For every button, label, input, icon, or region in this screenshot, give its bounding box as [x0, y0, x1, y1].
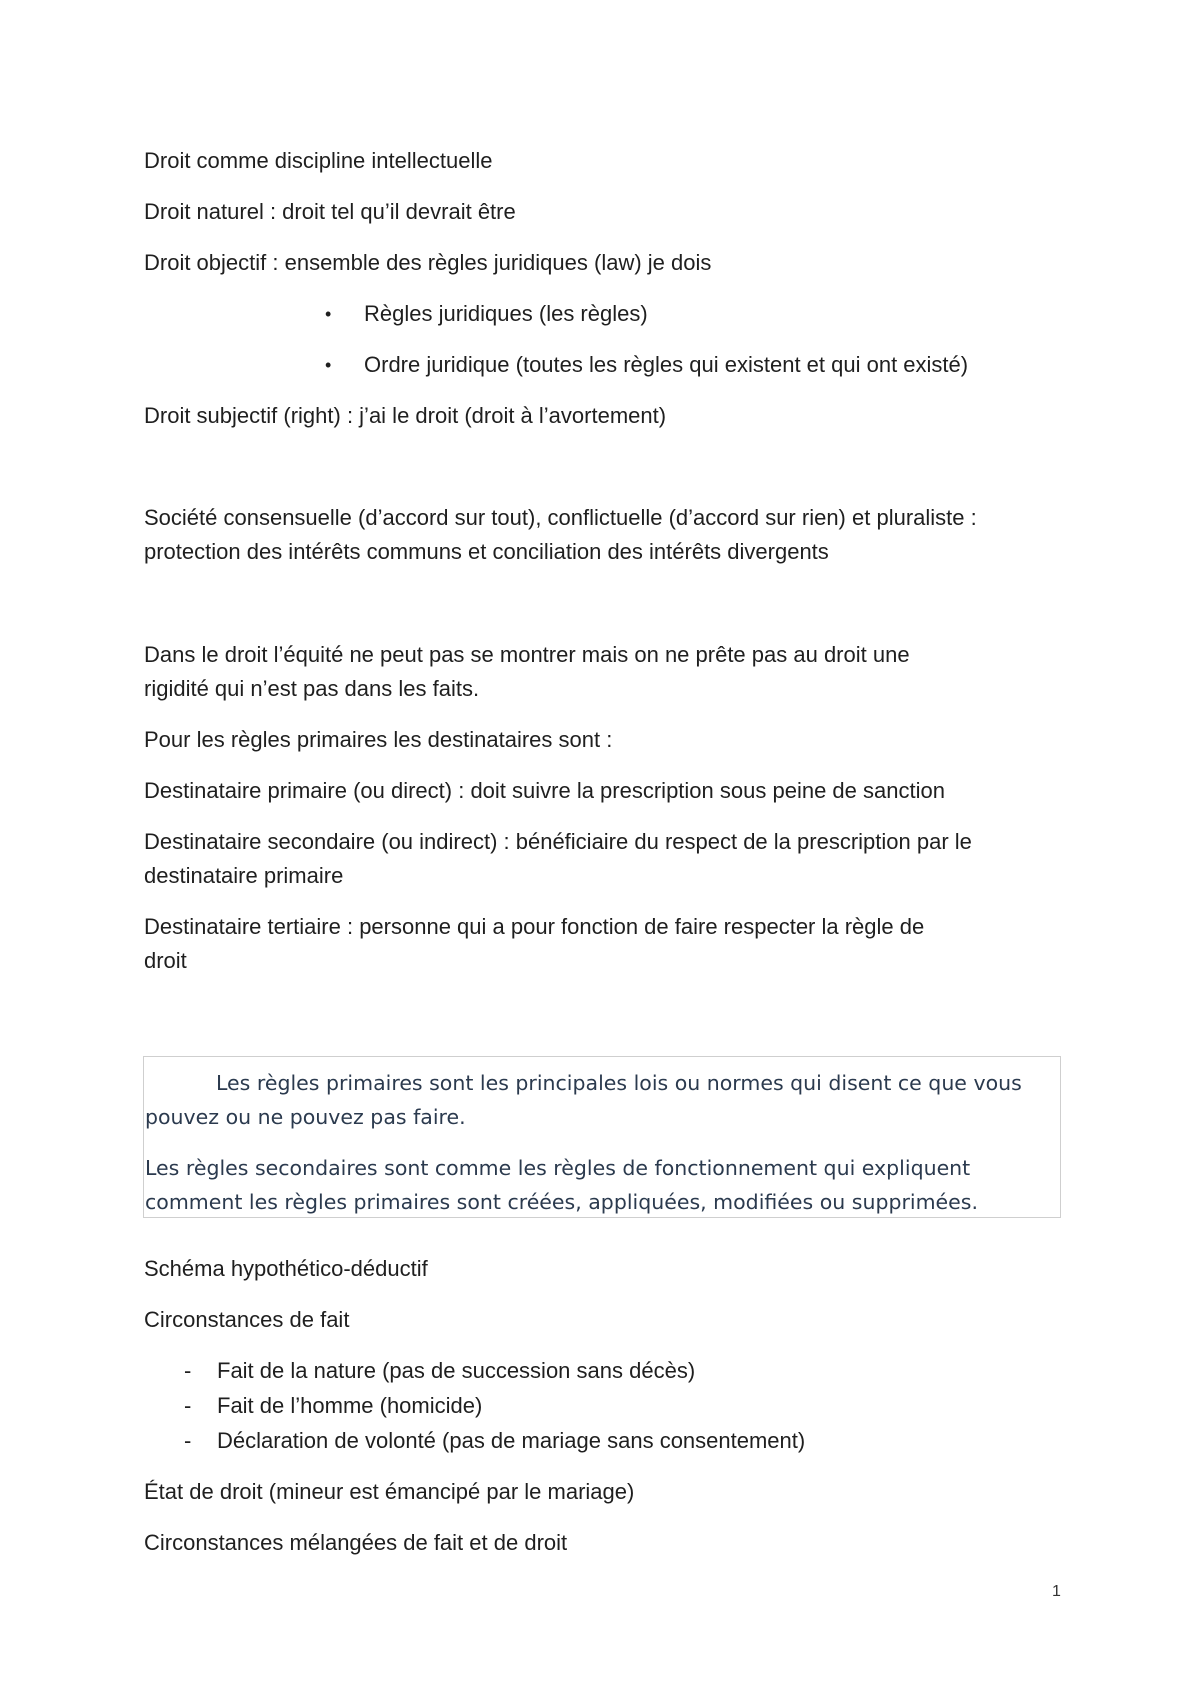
dash-item-homme: Fait de l’homme (homicide) [217, 1393, 483, 1418]
line-equite-1: Dans le droit l’équité ne peut pas se montrer mais on ne prête pas au droit une [144, 642, 910, 667]
bullet-item-ordre: Ordre juridique (toutes les règles qui existent et qui ont existé) [364, 352, 969, 377]
line-destinataire-primaire: Destinataire primaire (ou direct) : doit suivre la prescription sous peine de sanction [144, 778, 945, 803]
dash-item-nature: Fait de la nature (pas de succession sans décès) [217, 1358, 696, 1383]
line-regles-primaires: Pour les règles primaires les destinataires sont : [144, 727, 613, 752]
callout-line-4: comment les règles primaires sont créées, appliquées, modifiées ou supprimées. [145, 1190, 978, 1214]
callout-line-2: pouvez ou ne pouvez pas faire. [145, 1105, 466, 1129]
line-equite-2: rigidité qui n’est pas dans les faits. [144, 676, 480, 701]
line-destinataire-secondaire-1: Destinataire secondaire (ou indirect) : bénéficiaire du respect de la prescription par le [144, 829, 972, 854]
callout-line-3: Les règles secondaires sont comme les règles de fonctionnement qui expliquent [145, 1156, 971, 1180]
line-societe-2: protection des intérêts communs et conciliation des intérêts divergents [144, 539, 829, 564]
line-droit-objectif: Droit objectif : ensemble des règles juridiques (law) je dois [144, 250, 712, 275]
dash-icon: - [184, 1358, 192, 1383]
dash-icon: - [184, 1428, 192, 1453]
page-number: 1 [1052, 1583, 1061, 1600]
line-circonstances-fait: Circonstances de fait [144, 1307, 350, 1332]
line-droit-subjectif: Droit subjectif (right) : j’ai le droit (droit à l’avortement) [144, 403, 667, 428]
callout-line-1: Les règles primaires sont les principales lois ou normes qui disent ce que vous [216, 1071, 1022, 1095]
line-droit-naturel: Droit naturel : droit tel qu’il devrait être [144, 199, 516, 224]
callout-box [143, 1056, 1061, 1218]
dash-item-volonte: Déclaration de volonté (pas de mariage sans consentement) [217, 1428, 806, 1453]
dash-icon: - [184, 1393, 192, 1418]
line-destinataire-secondaire-2: destinataire primaire [144, 863, 344, 888]
line-schema: Schéma hypothético-déductif [144, 1256, 428, 1281]
bullet-icon: • [325, 355, 332, 375]
bullet-item-regles: Règles juridiques (les règles) [364, 301, 648, 326]
bullet-icon: • [325, 304, 332, 324]
line-destinataire-tertiaire-1: Destinataire tertiaire : personne qui a pour fonction de faire respecter la règle de [144, 914, 925, 939]
line-circonstances-melangees: Circonstances mélangées de fait et de droit [144, 1530, 568, 1555]
line-societe-1: Société consensuelle (d’accord sur tout), conflictuelle (d’accord sur rien) et pluraliste : [144, 505, 977, 530]
line-destinataire-tertiaire-2: droit [144, 948, 187, 973]
line-droit-discipline: Droit comme discipline intellectuelle [144, 148, 493, 173]
line-etat-de-droit: État de droit (mineur est émancipé par le mariage) [144, 1479, 635, 1504]
